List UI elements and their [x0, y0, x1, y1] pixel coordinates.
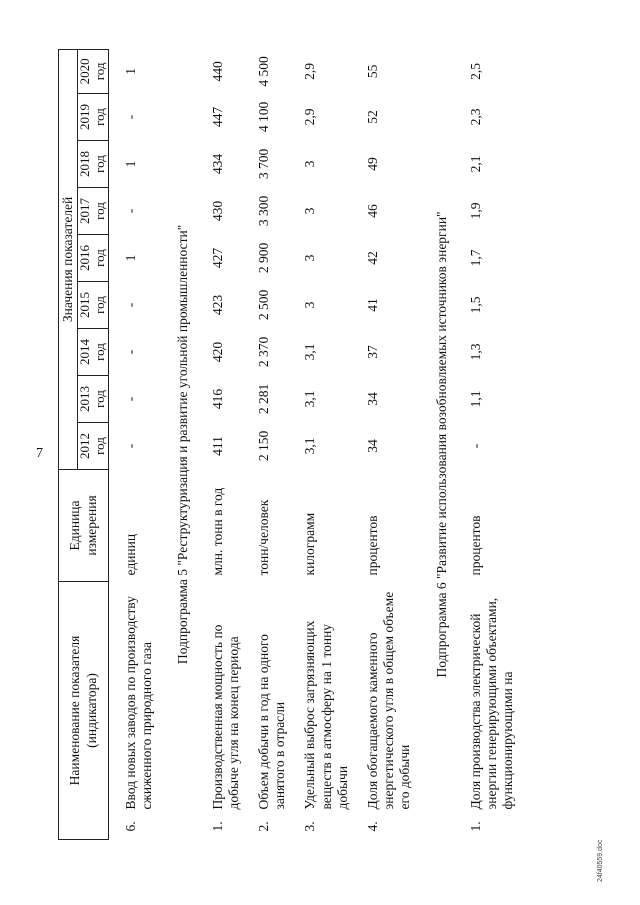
value-cell: 42: [364, 251, 380, 265]
value-cell: 34: [364, 439, 380, 453]
value-cell: 2,9: [302, 108, 318, 126]
value-cell: 423: [209, 294, 225, 316]
value-cell: 1,5: [467, 296, 483, 314]
file-name: 24f40559.doc: [597, 839, 604, 882]
value-cell: -: [123, 396, 139, 402]
value-cell: 2 150: [256, 430, 271, 462]
year-header-2016: 2016 год: [78, 234, 109, 281]
value-cell: -: [467, 443, 483, 449]
row-name: Доля производства электрической энергии генерирующими объектами, функционирующими на: [467, 597, 516, 810]
value-cell: 411: [209, 436, 225, 456]
value-cell: 55: [364, 64, 380, 79]
value-cell: -: [123, 208, 139, 214]
value-cell: -: [123, 349, 139, 355]
value-cell: 2 281: [256, 383, 271, 415]
table-row: [109, 49, 164, 839]
row-unit: процентов: [364, 515, 380, 576]
value-cell: 2 500: [256, 289, 271, 321]
year-header-2020: 2020 год: [78, 49, 109, 93]
year-header-2019: 2019 год: [78, 93, 109, 140]
value-cell: 4 500: [256, 56, 271, 87]
value-cell: 3: [302, 301, 318, 309]
value-cell: 1,3: [467, 343, 483, 361]
value-cell: 37: [364, 345, 380, 359]
table-row: [359, 49, 422, 839]
header-values: Значения показателей: [59, 49, 78, 469]
value-cell: 3,1: [302, 343, 318, 361]
row-unit: тонн/человек: [256, 499, 271, 576]
row-number: 2.: [256, 821, 271, 832]
row-unit: процентов: [467, 515, 483, 576]
value-cell: 1: [123, 160, 139, 168]
value-cell: 3: [302, 254, 318, 262]
header-unit: Единица измерения: [59, 469, 109, 581]
value-cell: 2,3: [467, 108, 483, 126]
year-header-2017: 2017 год: [78, 187, 109, 234]
value-cell: 427: [209, 247, 225, 269]
value-cell: 3 700: [256, 148, 271, 180]
year-header-2018: 2018 год: [78, 140, 109, 187]
page-number: 7: [36, 446, 43, 461]
section-heading-row: [163, 49, 203, 839]
value-cell: 1,1: [467, 390, 483, 408]
table-row: [462, 49, 525, 839]
value-cell: 430: [209, 200, 225, 222]
indicators-table: [58, 49, 524, 840]
value-cell: 3 300: [256, 195, 271, 227]
value-cell: 49: [364, 157, 380, 171]
value-cell: 4 100: [256, 101, 271, 133]
section-heading-row: [422, 49, 462, 839]
value-cell: 420: [209, 341, 225, 363]
value-cell: -: [123, 114, 139, 120]
row-number: 3.: [302, 821, 318, 832]
value-cell: 2 370: [256, 336, 271, 368]
year-header-2015: 2015 год: [78, 281, 109, 328]
value-cell: 2,1: [467, 155, 483, 173]
value-cell: 52: [364, 110, 380, 124]
year-header-2012: 2012 год: [78, 422, 109, 469]
value-cell: 3: [302, 207, 318, 215]
value-cell: 416: [209, 388, 225, 410]
value-cell: -: [123, 443, 139, 449]
header-indicator-name: Наименование показателя (индикатора): [59, 581, 109, 839]
value-cell: 434: [209, 153, 225, 175]
value-cell: 440: [209, 61, 225, 82]
value-cell: -: [123, 302, 139, 308]
value-cell: 1,7: [467, 249, 483, 267]
value-cell: 2,9: [302, 62, 318, 80]
year-header-2013: 2013 год: [78, 375, 109, 422]
row-name: Производственная мощность по добыче угля на конец периода: [209, 624, 241, 810]
value-cell: 1: [123, 68, 139, 75]
value-cell: 1: [123, 254, 139, 262]
section-5-title: Подпрограмма 5 "Реструктуризация и развитие угольной промышленности": [175, 224, 191, 665]
year-header-2014: 2014 год: [78, 328, 109, 375]
row-number: 6.: [123, 821, 139, 832]
value-cell: 46: [364, 204, 380, 218]
value-cell: 34: [364, 392, 380, 406]
value-cell: 2 900: [256, 242, 271, 274]
value-cell: 3,1: [302, 390, 318, 408]
value-cell: 3,1: [302, 437, 318, 455]
row-name: Объем добычи в год на одного занятого в отрасли: [256, 634, 288, 810]
row-number: 1.: [209, 821, 225, 832]
row-name: Доля обогащаемого каменного энергетического угля в общем объеме его добычи: [364, 591, 413, 810]
value-cell: 2,5: [467, 62, 483, 80]
row-unit: килограмм: [302, 512, 318, 576]
value-cell: 3: [302, 160, 318, 168]
row-number: 1.: [467, 821, 483, 832]
row-number: 4.: [364, 821, 380, 832]
row-name: Удельный выброс загрязняющих веществ в атмосферу на 1 тонну добычи: [302, 620, 350, 810]
table-row: [296, 49, 359, 839]
value-cell: 1,9: [467, 202, 483, 220]
header-row-1: [59, 49, 78, 839]
row-unit: млн. тонн в год: [209, 487, 225, 576]
row-name: Ввод новых заводов по производству сжиженного природного газа: [123, 596, 155, 810]
rotated-table-wrapper: [58, 50, 580, 840]
section-6-title: Подпрограмма 6 "Развитие использования возобновляемых источников энергии": [433, 211, 449, 678]
value-cell: 41: [364, 298, 380, 312]
table-row: [250, 49, 296, 839]
table-row: [204, 49, 250, 839]
value-cell: 447: [209, 106, 225, 128]
row-unit: единиц: [123, 533, 139, 576]
